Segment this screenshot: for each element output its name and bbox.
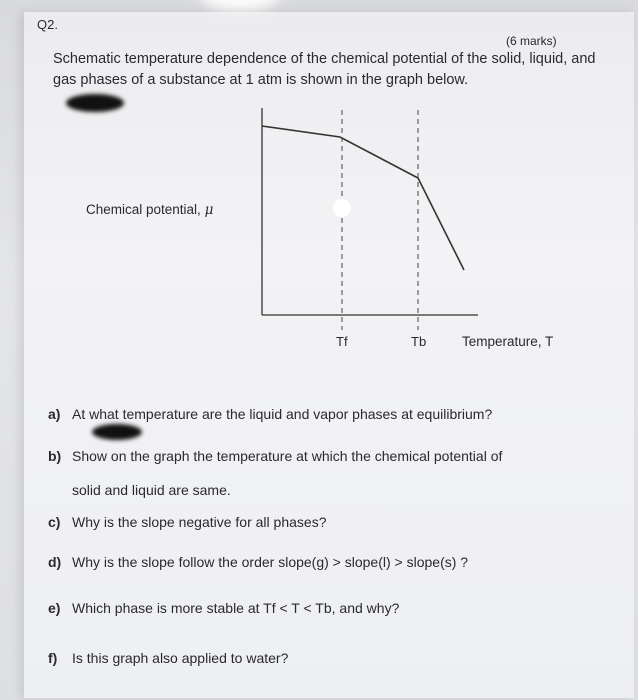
- question-b-continuation: solid and liquid are same.: [72, 482, 231, 498]
- question-d: d) Why is the slope follow the order slope(g) > slope(l) > slope(s) ?: [48, 554, 469, 570]
- question-number: Q2.: [37, 17, 58, 32]
- chemical-potential-curve: [262, 126, 464, 270]
- tb-label: Tb: [411, 334, 427, 349]
- y-axis-label: Chemical potential, μ: [86, 202, 214, 218]
- question-f: f) Is this graph also applied to water?: [48, 650, 289, 666]
- question-b: b) Show on the graph the temperature at which the chemical potential of: [48, 448, 503, 464]
- x-axis-label: Temperature, T: [462, 334, 554, 349]
- glare-spot: [333, 199, 351, 217]
- marks-label: (6 marks): [506, 34, 557, 48]
- question-e: e) Which phase is more stable at Tf < T < Tb, and why?: [48, 600, 400, 616]
- ink-smudge: [92, 424, 142, 440]
- question-c: c) Why is the slope negative for all phases?: [48, 514, 327, 530]
- question-a: a) At what temperature are the liquid and vapor phases at equilibrium?: [48, 406, 493, 422]
- tf-label: Tf: [336, 334, 348, 349]
- question-intro: Schematic temperature dependence of the chemical potential of the solid, liquid, and gas phases of a substance at 1 atm is shown in the graph below.: [53, 51, 596, 88]
